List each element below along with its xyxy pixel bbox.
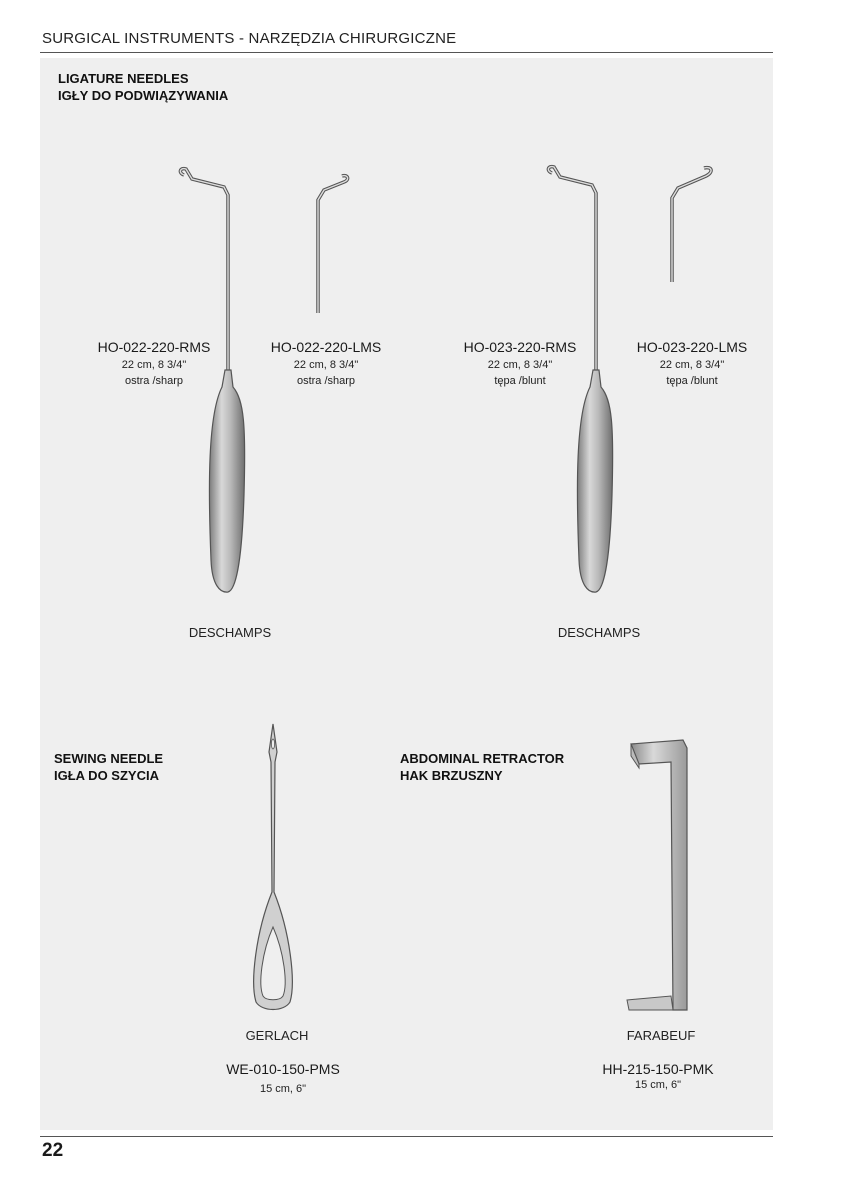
product-code: HO-022-220-RMS (97, 339, 211, 355)
instrument-name-deschamps: DESCHAMPS (188, 625, 272, 640)
gerlach-needle-image (250, 722, 296, 1012)
product-tip: tępa /blunt (666, 375, 718, 387)
instrument-name-deschamps: DESCHAMPS (557, 625, 641, 640)
product-tip: ostra /sharp (124, 375, 184, 387)
header-rule (40, 52, 773, 53)
deschamps-needle-left-image (312, 170, 357, 315)
farabeuf-retractor-image (625, 738, 695, 1013)
section-title-en: SEWING NEEDLE (54, 751, 164, 766)
product-code: HH-215-150-PMK (602, 1061, 714, 1077)
section-title-en: ABDOMINAL RETRACTOR (400, 751, 565, 766)
product-size: 22 cm, 8 3/4" (659, 359, 725, 371)
instrument-name-gerlach: GERLACH (245, 1028, 309, 1043)
section-title-pl: IGŁA DO SZYCIA (54, 768, 159, 783)
abdominal-retractor-section-title (400, 750, 564, 784)
product-code: HO-023-220-RMS (463, 339, 577, 355)
product-size: 22 cm, 8 3/4" (121, 359, 187, 371)
ligature-needles-section-title (58, 70, 228, 104)
product-size: 15 cm, 6" (634, 1079, 682, 1091)
instrument-name-farabeuf: FARABEUF (626, 1028, 696, 1043)
section-title-pl: IGŁY DO PODWIĄZYWANIA (58, 88, 229, 103)
product-tip: ostra /sharp (296, 375, 356, 387)
product-size: 22 cm, 8 3/4" (487, 359, 553, 371)
product-code: HO-023-220-LMS (636, 339, 748, 355)
section-title-pl: HAK BRZUSZNY (400, 768, 503, 783)
page-number: 22 (42, 1140, 64, 1161)
deschamps-needle-blunt-left-image (668, 164, 723, 284)
sewing-needle-section-title (54, 750, 163, 784)
product-code: HO-022-220-LMS (270, 339, 382, 355)
product-tip: tępa /blunt (494, 375, 546, 387)
section-title-en: LIGATURE NEEDLES (58, 71, 189, 86)
product-size: 15 cm, 6" (259, 1083, 307, 1095)
footer-rule (40, 1136, 773, 1137)
product-size: 22 cm, 8 3/4" (293, 359, 359, 371)
product-code: WE-010-150-PMS (226, 1061, 340, 1077)
page-header-title: SURGICAL INSTRUMENTS - NARZĘDZIA CHIRURGICZNE (42, 30, 457, 47)
